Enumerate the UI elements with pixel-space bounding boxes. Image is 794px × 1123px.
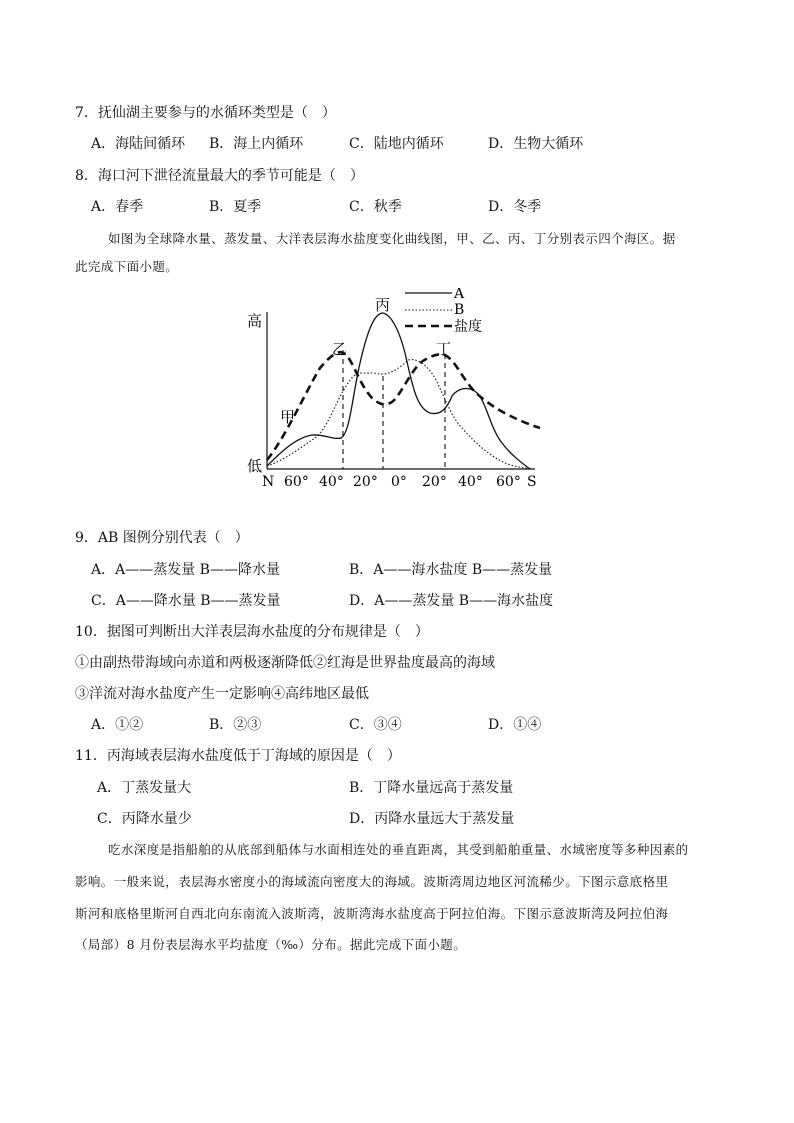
q9-option-b: B．A——海水盐度 B——蒸发量 <box>349 562 553 578</box>
q11-option-d: D．丙降水量远大于蒸发量 <box>349 811 515 827</box>
q10-statement-1: ①由副热带海域向赤道和两极逐渐降低②红海是世界盐度最高的海域 <box>75 655 495 671</box>
region-label-ding: 丁 <box>436 340 452 358</box>
legend-salinity-label: 盐度 <box>454 319 482 335</box>
q11-option-b: B．丁降水量远高于蒸发量 <box>349 780 514 796</box>
q8-option-b: B．夏季 <box>209 199 262 215</box>
q10-option-c: C．③④ <box>349 717 402 733</box>
q11-option-a: A．丁蒸发量大 <box>97 780 192 796</box>
q10-option-d: D．①④ <box>488 717 542 733</box>
x-tick-40n: 40° <box>319 474 344 488</box>
q7-option-a: A．海陆间循环 <box>91 136 186 152</box>
x-tick-20s: 20° <box>422 474 447 488</box>
x-tick-60s: 60° <box>496 474 521 488</box>
q8-option-c: C．秋季 <box>349 199 402 215</box>
intro1-line1: 如图为全球降水量、蒸发量、大洋表层海水盐度变化曲线图，甲、乙、丙、丁分别表示四个海区。据 <box>108 231 676 246</box>
q9-option-a: A．A——蒸发量 B——降水量 <box>91 562 280 578</box>
region-label-yi: 乙 <box>332 340 348 358</box>
x-tick-60n: 60° <box>284 474 309 488</box>
intro2-line2: 影响。一般来说，表层海水密度小的海域流向密度大的海域。波斯湾周边地区河流稀少。下图示意底格里 <box>75 874 669 889</box>
intro1-line2: 此完成下面小题。 <box>75 259 179 274</box>
intro2-line1: 吃水深度是指船舶的从底部到船体与水面相连处的垂直距离，其受到船舶重量、水域密度等多种因素的 <box>108 842 689 857</box>
q9-stem: 9．AB 图例分别代表（ ） <box>75 530 249 546</box>
q7-option-d: D．生物大循环 <box>488 136 584 152</box>
climate-salinity-chart <box>240 288 550 488</box>
q9-option-d: D．A——蒸发量 B——海水盐度 <box>349 593 554 609</box>
curve-b <box>267 360 533 469</box>
salinity-curve <box>267 352 540 460</box>
q10-stem: 10．据图可判断出大洋表层海水盐度的分布规律是（ ） <box>75 624 429 640</box>
q10-option-b: B．②③ <box>209 717 262 733</box>
q7-option-b: B．海上内循环 <box>209 136 304 152</box>
region-label-bing: 丙 <box>375 296 391 314</box>
q9-option-c: C．A——降水量 B——蒸发量 <box>91 593 281 609</box>
legend-a-label: A <box>454 288 465 302</box>
x-tick-40s: 40° <box>458 474 483 488</box>
intro2-line4: （局部）8 月份表层海水平均盐度（‰）分布。据此完成下面小题。 <box>75 937 467 952</box>
q7-option-c: C．陆地内循环 <box>349 136 444 152</box>
q10-option-a: A．①② <box>91 717 144 733</box>
q8-stem: 8．海口河下泄径流量最大的季节可能是（ ） <box>75 168 364 184</box>
y-axis-high-label: 高 <box>247 312 263 330</box>
region-label-jia: 甲 <box>280 408 296 426</box>
q11-option-c: C．丙降水量少 <box>97 811 192 827</box>
y-axis-low-label: 低 <box>247 457 263 475</box>
legend-b-label: B <box>454 302 465 318</box>
q7-stem: 7．抚仙湖主要参与的水循环类型是（ ） <box>75 105 336 121</box>
intro2-line3: 斯河和底格里斯河自西北向东南流入波斯湾，波斯湾海水盐度高于阿拉伯海。下图示意波斯湾及阿拉伯海 <box>75 906 669 921</box>
x-tick-20n: 20° <box>353 474 378 488</box>
q8-option-d: D．冬季 <box>488 199 542 215</box>
q10-statement-2: ③洋流对海水盐度产生一定影响④高纬地区最低 <box>75 686 369 702</box>
x-tick-n: N <box>262 474 275 488</box>
q8-option-a: A．春季 <box>91 199 144 215</box>
x-tick-0: 0° <box>391 474 407 488</box>
x-tick-s: S <box>527 474 537 488</box>
q11-stem: 11．丙海域表层海水盐度低于丁海域的原因是（ ） <box>75 748 401 764</box>
